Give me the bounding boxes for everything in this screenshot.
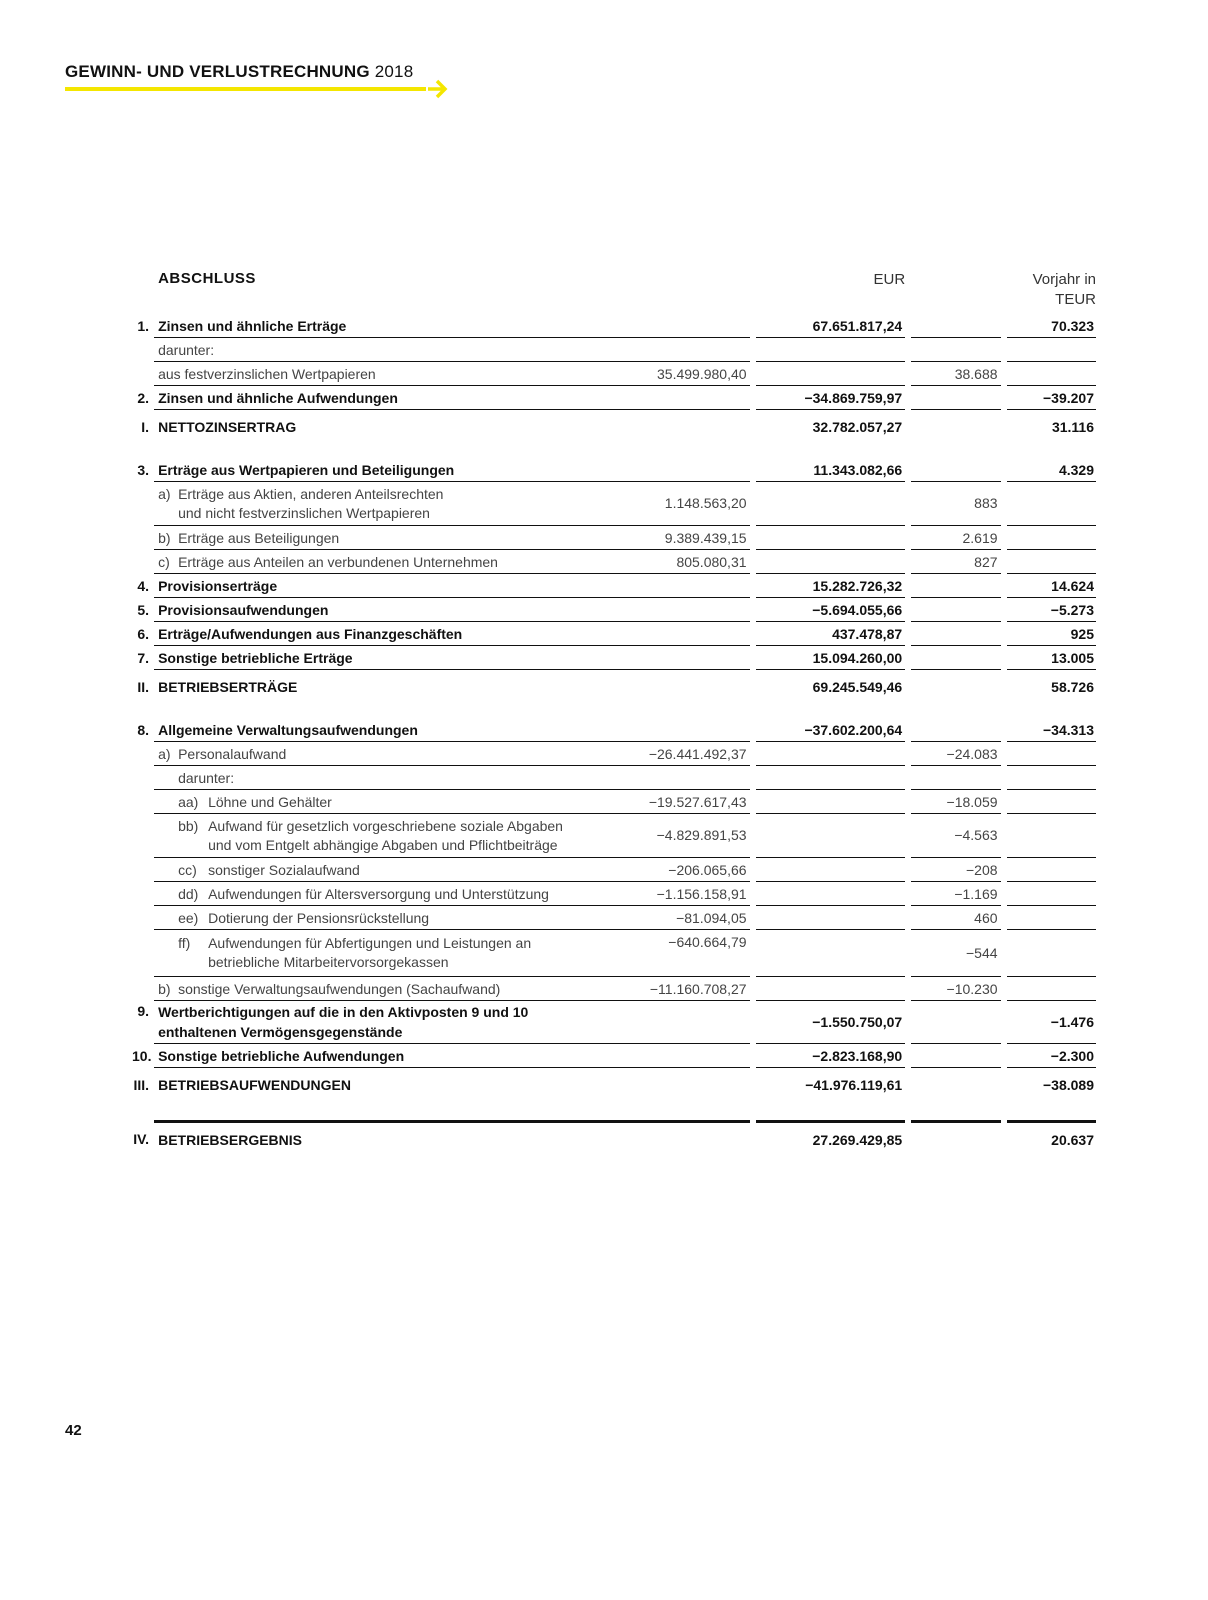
table-row: 4. Provisionserträge 15.282.726,32 14.624 xyxy=(132,574,1096,598)
table-row: 1. Zinsen und ähnliche Erträge 67.651.817,24 70.323 xyxy=(132,314,1096,338)
subtotal-row: I. NETTOZINSERTRAG 32.782.057,27 31.116 xyxy=(141,419,1094,435)
table-row: dd) Aufwendungen für Altersversorgung und Unterstützung −1.156.158,91 −1.169 xyxy=(132,882,1096,906)
table-row: aus festverzinslichen Wertpapieren 35.499.980,40 38.688 xyxy=(132,362,1096,386)
income-statement-table xyxy=(132,268,1096,1157)
table-row: c) Erträge aus Anteilen an verbundenen Unternehmen 805.080,31 827 xyxy=(132,550,1096,574)
table-row: 9. Wertberichtigungen auf die in den Aktivposten 9 und 10 enthaltenen Vermögensgegenstände −1.550.750,07 −1.476 xyxy=(132,1001,1096,1044)
total-row: IV. BETRIEBSERGEBNIS 27.269.429,85 20.637 xyxy=(132,1120,1096,1157)
table-row: a) Erträge aus Aktien, anderen Anteilsrechten und nicht festverzinslichen Wertpapieren 1.148.563,20 883 xyxy=(132,482,1096,526)
table-row: bb) Aufwand für gesetzlich vorgeschriebene soziale Abgaben und vom Entgelt abhängige Abgaben und Pflichtbeiträge −4.829.891,53 −4.563 xyxy=(132,814,1096,858)
page-number: 42 xyxy=(65,1422,82,1439)
table-row: 6. Erträge/Aufwendungen aus Finanzgeschäften 437.478,87 925 xyxy=(132,622,1096,646)
table-row: darunter: xyxy=(132,338,1096,362)
table-row: cc) sonstiger Sozialaufwand −206.065,66 −208 xyxy=(132,858,1096,882)
table-row: aa) Löhne und Gehälter −19.527.617,43 −18.059 xyxy=(132,790,1096,814)
page-header xyxy=(65,62,413,82)
column-header-prev: Vorjahr in TEUR xyxy=(1032,271,1096,308)
table-row: darunter: xyxy=(132,766,1096,790)
page-title xyxy=(65,62,413,82)
table-row: 5. Provisionsaufwendungen −5.694.055,66 −5.273 xyxy=(132,598,1096,622)
table-row: ee) Dotierung der Pensionsrückstellung −81.094,05 460 xyxy=(132,906,1096,930)
subtotal-row: II. BETRIEBSERTRÄGE 69.245.549,46 58.726 xyxy=(137,679,1094,695)
page-title-year: 2018 xyxy=(374,62,414,81)
table-row: ff) Aufwendungen für Abfertigungen und Leistungen an betriebliche Mitarbeitervorsorgekassen −640.664,79 −544 xyxy=(132,930,1096,977)
subtotal-row: III. BETRIEBSAUFWENDUNGEN −41.976.119,61 −38.089 xyxy=(133,1077,1094,1093)
table-row: 10. Sonstige betriebliche Aufwendungen −2.823.168,90 −2.300 xyxy=(132,1044,1096,1068)
table-title: ABSCHLUSS xyxy=(158,270,256,287)
column-header-eur: EUR xyxy=(873,271,906,288)
table-row: 3. Erträge aus Wertpapieren und Beteiligungen 11.343.082,66 4.329 xyxy=(132,458,1096,482)
header-accent-bar xyxy=(65,87,426,91)
table-row: b) sonstige Verwaltungsaufwendungen (Sachaufwand) −11.160.708,27 −10.230 xyxy=(132,977,1096,1001)
table-row: b) Erträge aus Beteiligungen 9.389.439,15 2.619 xyxy=(132,526,1096,550)
table-row: 7. Sonstige betriebliche Erträge 15.094.260,00 13.005 xyxy=(132,646,1096,670)
page-title-main: GEWINN- UND VERLUSTRECHNUNG xyxy=(65,62,370,81)
table-row: a) Personalaufwand −26.441.492,37 −24.083 xyxy=(132,742,1096,766)
table-row: 2. Zinsen und ähnliche Aufwendungen −34.869.759,97 −39.207 xyxy=(132,386,1096,410)
table-row: 8. Allgemeine Verwaltungsaufwendungen −37.602.200,64 −34.313 xyxy=(132,718,1096,742)
arrow-right-icon xyxy=(424,76,450,102)
table-header-row xyxy=(132,268,1096,314)
